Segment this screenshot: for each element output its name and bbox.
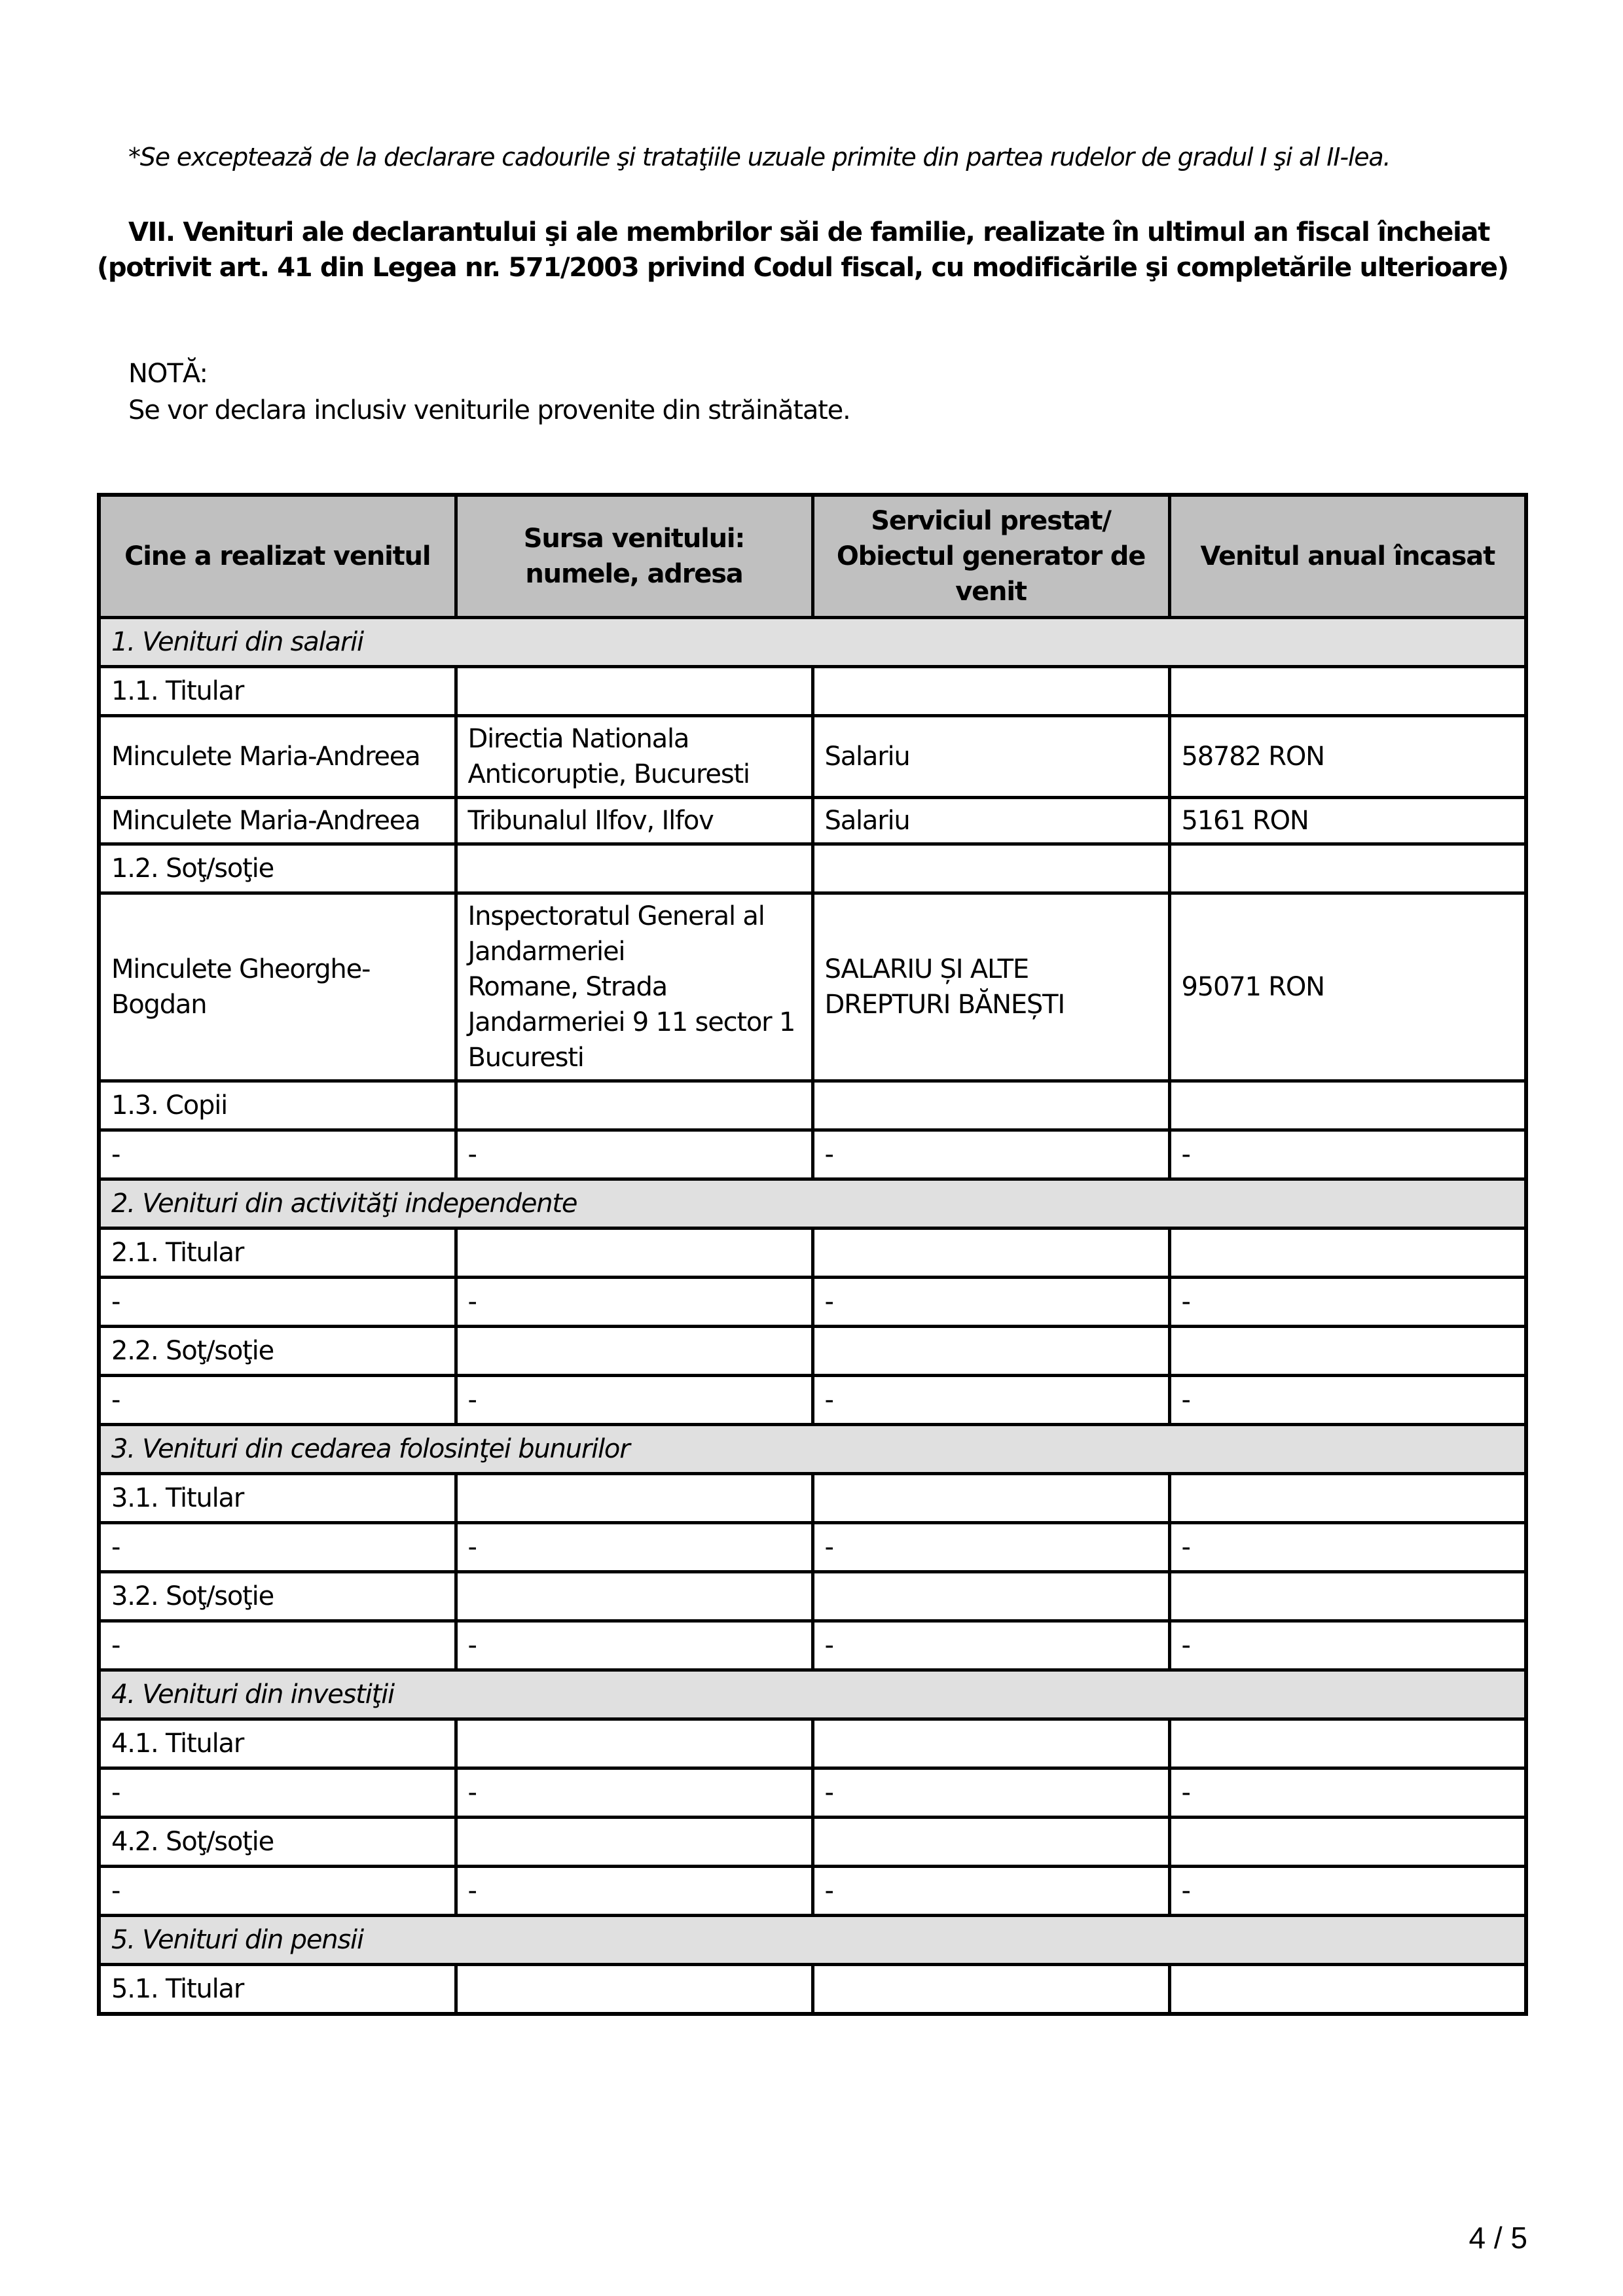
cell-earner: 4.1. Titular [99,1719,456,1768]
cell-source: - [456,1130,812,1179]
cell-source [456,844,812,893]
cell-earner: - [99,1768,456,1818]
cell-earner: 3.1. Titular [99,1474,456,1523]
cell-income [1169,1081,1526,1130]
table-row [99,798,1526,844]
cell-source [456,1719,812,1768]
cell-earner: 2.2. Soţ/soţie [99,1327,456,1376]
table-row [99,1376,1526,1425]
table-row [99,1278,1526,1327]
cell-earner: 2.1. Titular [99,1229,456,1278]
table-row [99,1867,1526,1916]
header-annual-income: Venitul anual încasat [1169,495,1526,618]
cell-source [456,667,812,716]
cell-service [812,1081,1169,1130]
table-row [99,844,1526,893]
header-service-provided: Serviciul prestat/ Obiectul generator de venit [812,495,1169,618]
cell-service [812,667,1169,716]
gifts-footnote: *Se exceptează de la declarare cadourile şi trataţiile uzuale primite din partea rudelor de gradul I şi al II-lea. [128,143,1391,171]
cell-source: Tribunalul Ilfov, Ilfov [456,798,812,844]
cell-earner: Minculete Maria-Andreea [99,716,456,798]
cell-income [1169,1474,1526,1523]
section-row [99,618,1526,667]
cell-service [812,1965,1169,2015]
header-income-source: Sursa venitului: numele, adresa [456,495,812,618]
cell-service: - [812,1278,1169,1327]
cell-income [1169,1965,1526,2015]
cell-earner: 1.3. Copii [99,1081,456,1130]
cell-earner: 3.2. Soţ/soţie [99,1572,456,1621]
table-row [99,1474,1526,1523]
cell-earner: Minculete Maria-Andreea [99,798,456,844]
cell-income: 95071 RON [1169,893,1526,1081]
section-label: 2. Venituri din activităţi independente [99,1179,1526,1229]
page-number: 4 / 5 [1468,2221,1527,2255]
table-row [99,1523,1526,1572]
cell-source: - [456,1376,812,1425]
cell-service [812,1572,1169,1621]
cell-earner: 1.2. Soţ/soţie [99,844,456,893]
cell-source [456,1818,812,1867]
cell-income [1169,1327,1526,1376]
section-row [99,1425,1526,1474]
section-title [97,215,1537,285]
income-table-body [99,618,1526,2015]
cell-income: - [1169,1768,1526,1818]
cell-source: Directia Nationala Anticoruptie, Bucuresti [456,716,812,798]
cell-earner: - [99,1278,456,1327]
table-row [99,1081,1526,1130]
cell-service [812,1719,1169,1768]
section-row [99,1916,1526,1965]
cell-income [1169,667,1526,716]
cell-income: - [1169,1278,1526,1327]
table-row [99,1621,1526,1670]
income-table [97,493,1528,2016]
cell-earner: - [99,1621,456,1670]
cell-source [456,1327,812,1376]
table-row [99,1229,1526,1278]
cell-service: - [812,1621,1169,1670]
table-header-row [99,495,1526,618]
section-label: 1. Venituri din salarii [99,618,1526,667]
cell-income [1169,1719,1526,1768]
cell-income [1169,1572,1526,1621]
table-row [99,1327,1526,1376]
section-label: 4. Venituri din investiţii [99,1670,1526,1719]
cell-source: - [456,1523,812,1572]
table-row [99,1818,1526,1867]
cell-income: - [1169,1130,1526,1179]
cell-income [1169,1229,1526,1278]
cell-earner: - [99,1376,456,1425]
cell-source: - [456,1278,812,1327]
header-income-earner: Cine a realizat venitul [99,495,456,618]
cell-source [456,1965,812,2015]
cell-source: Inspectoratul General al Jandarmeriei Romane, Strada Jandarmeriei 9 11 sector 1 Bucuresti [456,893,812,1081]
cell-service: SALARIU ȘI ALTE DREPTURI BĂNEȘTI [812,893,1169,1081]
table-row [99,716,1526,798]
section-label: 5. Venituri din pensii [99,1916,1526,1965]
cell-income: - [1169,1523,1526,1572]
cell-service: - [812,1768,1169,1818]
cell-earner: - [99,1523,456,1572]
cell-service [812,1818,1169,1867]
table-row [99,667,1526,716]
table-row [99,1719,1526,1768]
cell-earner: 4.2. Soţ/soţie [99,1818,456,1867]
cell-service: Salariu [812,798,1169,844]
cell-service: - [812,1867,1169,1916]
cell-source [456,1081,812,1130]
cell-service [812,1474,1169,1523]
cell-source: - [456,1768,812,1818]
cell-service: Salariu [812,716,1169,798]
cell-earner: Minculete Gheorghe-Bogdan [99,893,456,1081]
note-text: Se vor declara inclusiv veniturile provenite din străinătate. [128,395,850,425]
section-label: 3. Venituri din cedarea folosinţei bunurilor [99,1425,1526,1474]
cell-source [456,1572,812,1621]
cell-earner: 5.1. Titular [99,1965,456,2015]
section-row [99,1179,1526,1229]
note-label: NOTĂ: [128,359,208,389]
cell-income [1169,1818,1526,1867]
cell-service: - [812,1376,1169,1425]
cell-service: - [812,1523,1169,1572]
cell-income [1169,844,1526,893]
cell-service [812,1229,1169,1278]
cell-income: 58782 RON [1169,716,1526,798]
table-row [99,1965,1526,2015]
section-row [99,1670,1526,1719]
cell-source [456,1229,812,1278]
cell-earner: 1.1. Titular [99,667,456,716]
cell-service [812,844,1169,893]
cell-service: - [812,1130,1169,1179]
cell-income: 5161 RON [1169,798,1526,844]
table-row [99,1768,1526,1818]
cell-source [456,1474,812,1523]
table-row [99,1572,1526,1621]
table-row [99,1130,1526,1179]
cell-source: - [456,1867,812,1916]
cell-income: - [1169,1867,1526,1916]
cell-income: - [1169,1376,1526,1425]
cell-earner: - [99,1130,456,1179]
cell-service [812,1327,1169,1376]
table-row [99,893,1526,1081]
cell-source: - [456,1621,812,1670]
section-title-text: VII. Venituri ale declarantului şi ale membrilor săi de familie, realizate în ultimul an fiscal încheiat (potrivit art. 41 din Legea nr. 571/2003 privind Codul fiscal, cu modificările şi completările ulterioare) [97,217,1508,283]
cell-earner: - [99,1867,456,1916]
cell-income: - [1169,1621,1526,1670]
